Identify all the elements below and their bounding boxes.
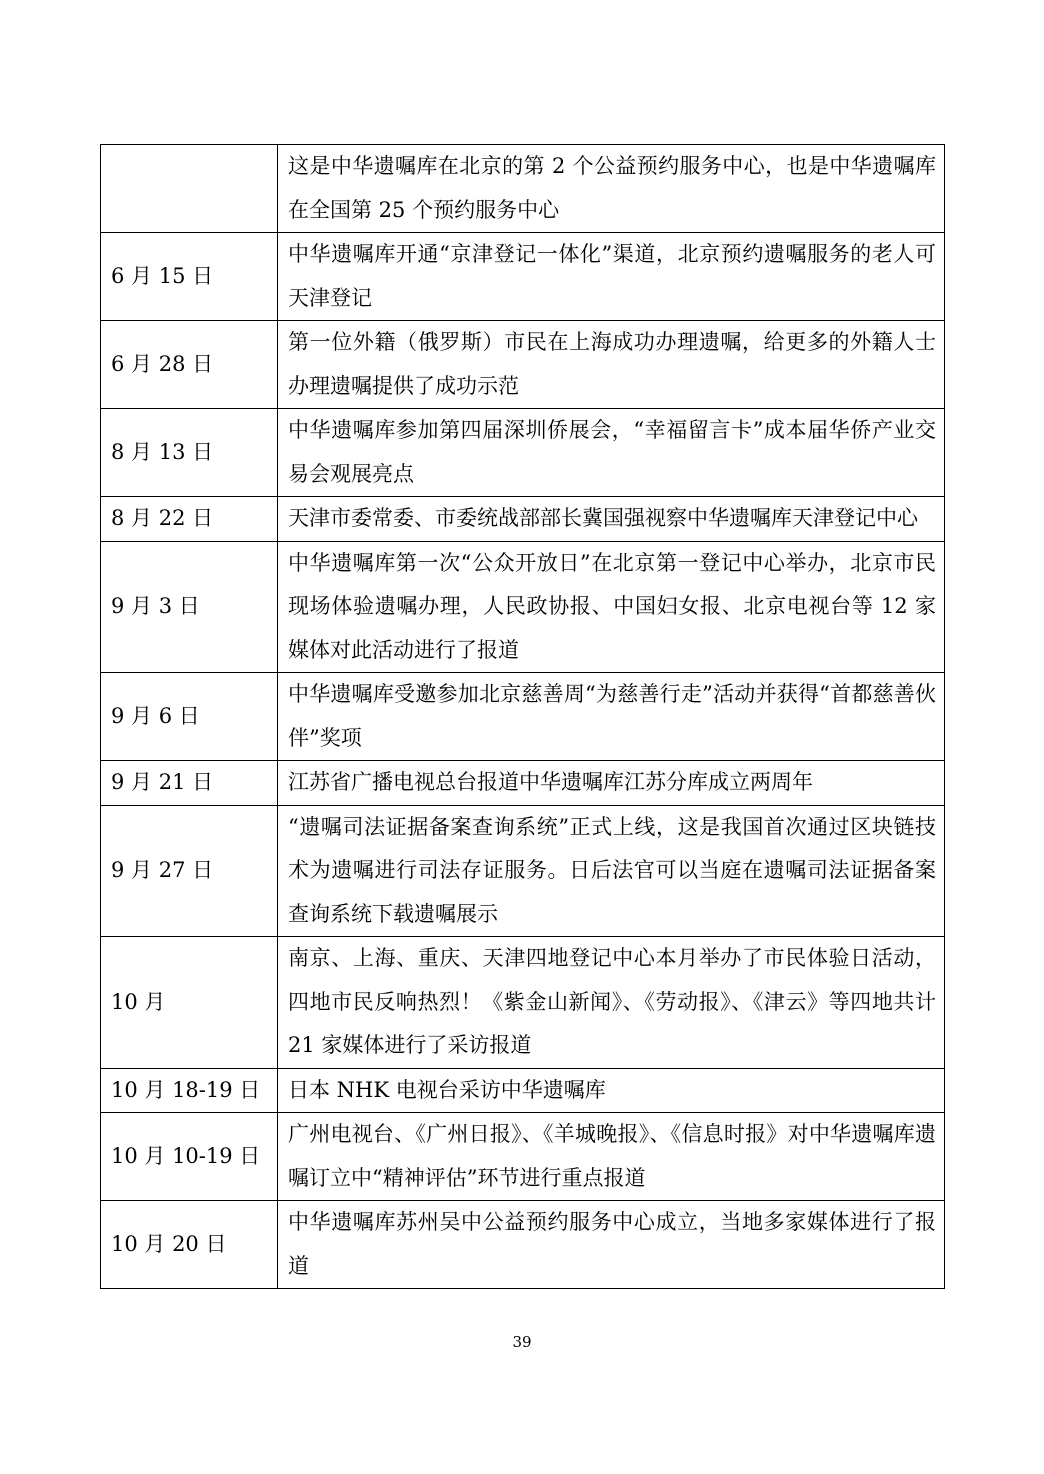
date-cell: 9 月 6 日 [101,673,278,761]
table-row [101,233,945,321]
date-cell: 8 月 13 日 [101,409,278,497]
description-cell: 南京、上海、重庆、天津四地登记中心本月举办了市民体验日活动，四地市民反响热烈！《紫金山新闻》、《劳动报》、《津云》等四地共计 21 家媒体进行了采访报道 [278,937,945,1069]
table-row [101,497,945,542]
table-row [101,805,945,937]
date-cell: 10 月 [101,937,278,1069]
table-row [101,145,945,233]
events-table [100,144,945,1289]
date-cell: 10 月 10-19 日 [101,1113,278,1201]
table-row [101,1201,945,1289]
table-row [101,541,945,673]
table-row [101,409,945,497]
page-number: 39 [512,1333,532,1351]
description-cell: 这是中华遗嘱库在北京的第 2 个公益预约服务中心，也是中华遗嘱库在全国第 25 个预约服务中心 [278,145,945,233]
date-cell [101,145,278,233]
description-cell: 中华遗嘱库受邀参加北京慈善周“为慈善行走”活动并获得“首都慈善伙伴”奖项 [278,673,945,761]
description-cell: 广州电视台、《广州日报》、《羊城晚报》、《信息时报》对中华遗嘱库遗嘱订立中“精神评估”环节进行重点报道 [278,1113,945,1201]
description-cell: 天津市委常委、市委统战部部长冀国强视察中华遗嘱库天津登记中心 [278,497,945,542]
date-cell: 6 月 15 日 [101,233,278,321]
date-cell: 10 月 18-19 日 [101,1068,278,1113]
date-cell: 6 月 28 日 [101,321,278,409]
description-cell: 中华遗嘱库参加第四届深圳侨展会，“幸福留言卡”成本届华侨产业交易会观展亮点 [278,409,945,497]
description-cell: 中华遗嘱库开通“京津登记一体化”渠道，北京预约遗嘱服务的老人可天津登记 [278,233,945,321]
description-cell: “遗嘱司法证据备案查询系统”正式上线，这是我国首次通过区块链技术为遗嘱进行司法存证服务。日后法官可以当庭在遗嘱司法证据备案查询系统下载遗嘱展示 [278,805,945,937]
date-cell: 10 月 20 日 [101,1201,278,1289]
description-cell: 中华遗嘱库苏州吴中公益预约服务中心成立，当地多家媒体进行了报道 [278,1201,945,1289]
description-cell: 日本 NHK 电视台采访中华遗嘱库 [278,1068,945,1113]
table-row [101,761,945,806]
description-cell: 江苏省广播电视总台报道中华遗嘱库江苏分库成立两周年 [278,761,945,806]
date-cell: 9 月 3 日 [101,541,278,673]
description-cell: 中华遗嘱库第一次“公众开放日”在北京第一登记中心举办，北京市民现场体验遗嘱办理，人民政协报、中国妇女报、北京电视台等 12 家媒体对此活动进行了报道 [278,541,945,673]
table-row [101,673,945,761]
table-row [101,937,945,1069]
table-row [101,1068,945,1113]
date-cell: 9 月 21 日 [101,761,278,806]
date-cell: 9 月 27 日 [101,805,278,937]
description-cell: 第一位外籍（俄罗斯）市民在上海成功办理遗嘱，给更多的外籍人士办理遗嘱提供了成功示范 [278,321,945,409]
table-row [101,321,945,409]
table-row [101,1113,945,1201]
date-cell: 8 月 22 日 [101,497,278,542]
